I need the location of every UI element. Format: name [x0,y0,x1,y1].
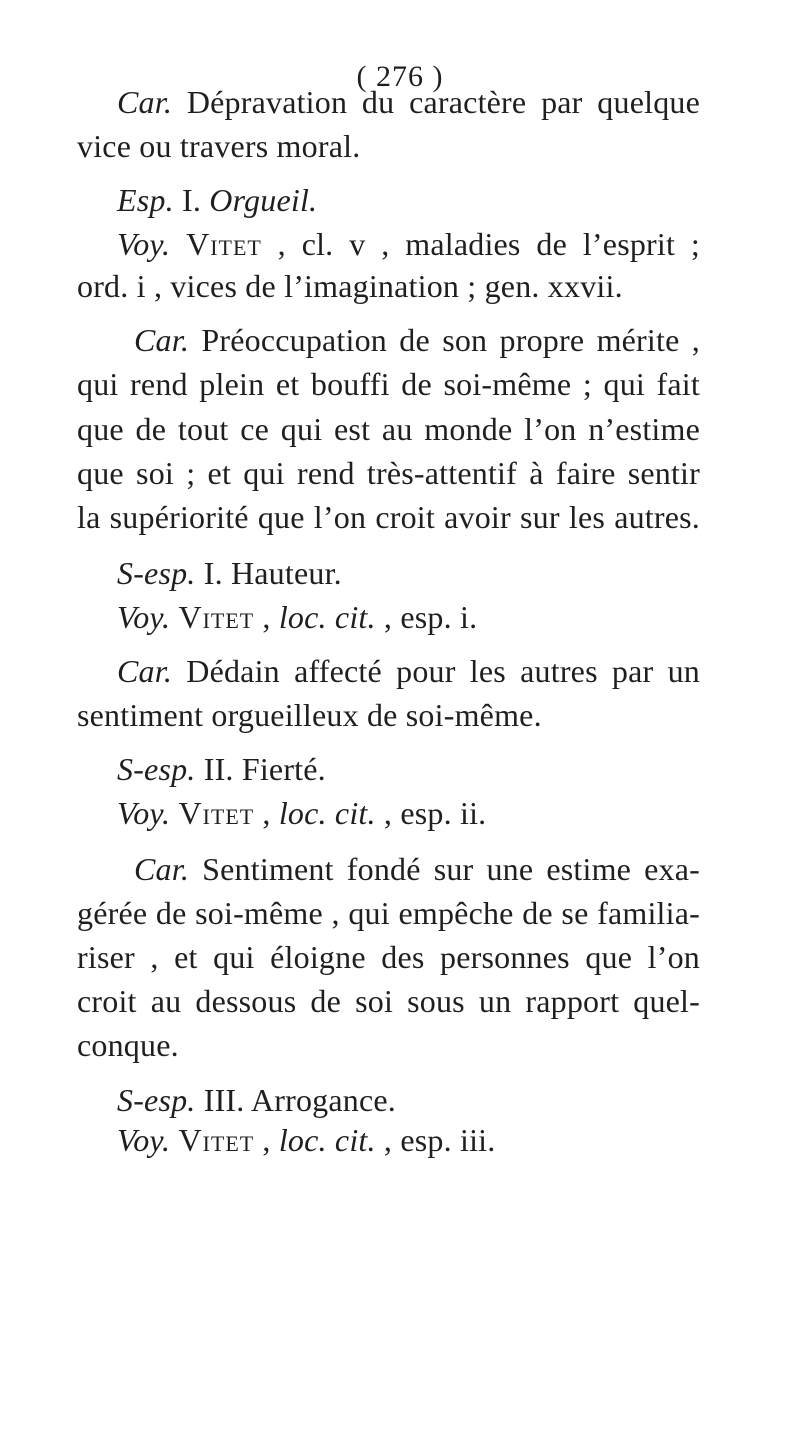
text-line [0,793,800,833]
text-line [0,937,800,977]
section-heading-esp [0,180,800,220]
separator: , [254,1122,279,1158]
text-line [0,497,800,537]
text-line [0,320,800,360]
text-line [0,695,800,735]
line-text: Dépravation du caractère par quelque [172,84,700,120]
justified-line [134,320,700,360]
abbrev-s-esp: S-esp. [117,1082,196,1118]
loc-cit: loc. cit. [278,1122,376,1158]
line-text: conque. [77,1027,179,1063]
abbrev-car: Car. [134,851,190,887]
text-line [0,1120,800,1160]
text-line [0,849,800,889]
loc-cit: loc. cit. [278,599,376,635]
page-number-header: ( 276 ) [356,60,444,93]
line-text: Préoccupation de son propre mérite , [189,322,700,358]
justified-line [117,82,700,122]
section-heading-s-esp [0,553,800,593]
line-text: , cl. v , maladies de l’esprit ; [261,226,700,262]
text-line [0,409,800,449]
heading-title: II. Fierté. [195,751,326,787]
line-text: Dédain affecté pour les autres par un [172,653,700,689]
section-heading-s-esp [0,749,800,789]
line-text: , esp. ii. [375,795,487,831]
text-line [0,597,800,637]
justified-line [134,849,700,889]
author-name: Vitet [178,795,255,831]
line-text: Sentiment fondé sur une estime exa- [189,851,700,887]
author-name: Vitet [178,1122,255,1158]
line-text: ord. i , vices de l’imagination ; gen. xxvii. [77,268,623,304]
separator: , [254,795,279,831]
text-line [0,981,800,1021]
text-line [0,266,800,306]
text-line [0,651,800,691]
justified-line: que soi ; et qui rend très-attentif à faire sentir [77,455,700,491]
abbrev-car: Car. [134,322,190,358]
abbrev-s-esp: S-esp. [117,555,196,591]
justified-line: croit au dessous de soi sous un rapport quel- [77,983,700,1019]
heading-title: Orgueil. [209,182,318,218]
justified-line: que de tout ce qui est au monde l’on n’estime [77,411,700,447]
heading-title: I. Hauteur. [195,555,342,591]
line-text: , esp. i. [375,599,478,635]
heading-title: III. Arrogance. [195,1082,396,1118]
line-text: vice ou travers moral. [77,128,361,164]
justified-line: la supériorité que l’on croit avoir sur les autres. [77,499,700,535]
text-line [0,364,800,404]
author-name: Vitet [186,226,262,262]
justified-line: gérée de soi-même , qui empêche de se familia- [77,895,700,931]
space [170,226,186,262]
loc-cit: loc. cit. [278,795,376,831]
text-line [0,82,800,122]
line-text: sentiment orgueilleux de soi-même. [77,697,542,733]
abbrev-s-esp: S-esp. [117,751,196,787]
text-line [0,453,800,493]
text-line [0,1025,800,1065]
justified-line [117,224,700,264]
text-line [0,224,800,264]
abbrev-car: Car. [117,84,173,120]
text-line [0,126,800,166]
abbrev-voy: Voy. [117,226,171,262]
author-name: Vitet [178,599,255,635]
abbrev-voy: Voy. [117,795,171,831]
justified-line: riser , et qui éloigne des personnes que l’on [77,939,700,975]
abbrev-voy: Voy. [117,599,171,635]
section-heading-s-esp [0,1080,800,1120]
abbrev-car: Car. [117,653,173,689]
roman-numeral: I. [173,182,210,218]
justified-line: qui rend plein et bouffi de soi-même ; qui fait [77,366,700,402]
justified-line [117,651,700,691]
text-line [0,893,800,933]
abbrev-voy: Voy. [117,1122,171,1158]
separator: , [254,599,279,635]
abbrev-esp: Esp. [117,182,174,218]
line-text: , esp. iii. [375,1122,496,1158]
